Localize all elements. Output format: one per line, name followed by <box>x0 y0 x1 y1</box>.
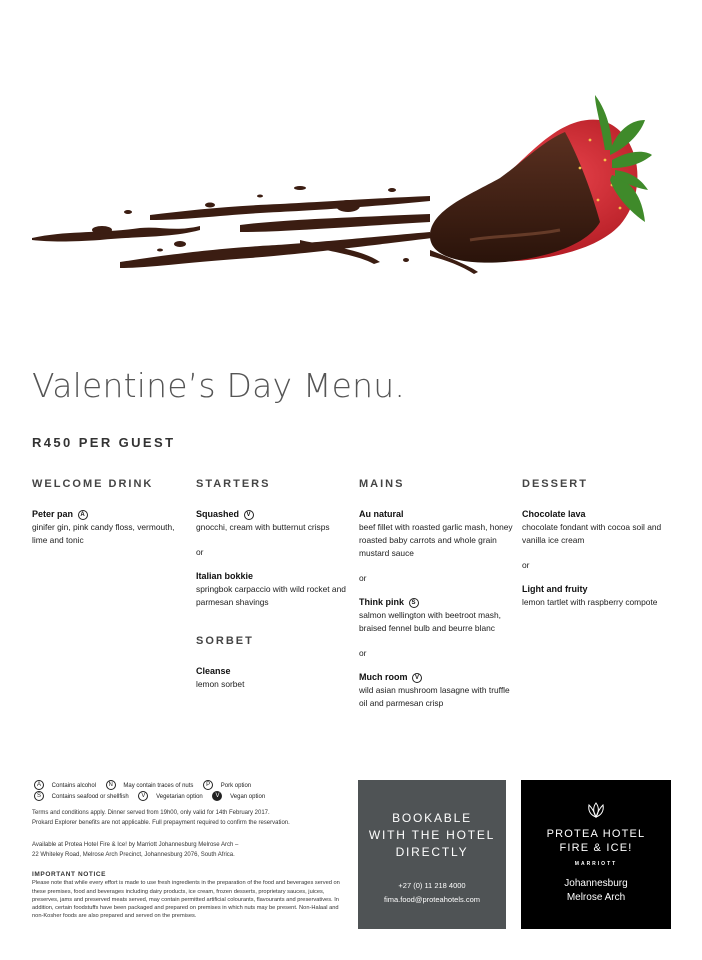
alcohol-icon: A <box>34 780 44 790</box>
dessert-heading: DESSERT <box>522 478 588 490</box>
marriott-label: MARRIOTT <box>574 861 618 867</box>
vegetarian-icon: V <box>412 673 422 683</box>
notice-body: Please note that while every effort is made to use fresh ingredients in the preparation of the food and beverages served on these premises, food and beverages including dairy products, ice cream, frozen desserts, proprietary sauces, juices, preserves, jams and preserved meats served, may contain permitted artificial colourants, flavourants and preservatives. In addition, certain foodstuffs have been packaged and prepared on premises in which nuts may be present. Non-Halaal and non-Kosher foods are also prepared and served on the premises. <box>32 880 340 920</box>
terms-conditions <box>32 808 342 828</box>
menu-title: Valentine’s Day Menu. <box>32 366 406 405</box>
vegetarian-icon: V <box>138 791 148 801</box>
mains-column <box>359 478 514 710</box>
main-1-desc: beef fillet with roasted garlic mash, honey roasted baby carrots and whole grain mustard sauce <box>359 522 513 558</box>
dietary-legend <box>32 780 342 802</box>
availability-line-1: Available at Protea Hotel Fire & Ice! by Marriott Johannesburg Melrose Arch – <box>32 842 239 848</box>
protea-logo-icon <box>521 802 671 823</box>
sorbet-item-name: Cleanse <box>196 666 231 676</box>
main-2-name-text: Think pink <box>359 597 404 607</box>
notice-heading: IMPORTANT NOTICE <box>32 871 107 878</box>
legend-row <box>32 791 342 802</box>
brand-city: Johannesburg <box>564 878 628 889</box>
or-separator: or <box>196 547 204 557</box>
availability <box>32 840 342 860</box>
brand-area: Melrose Arch <box>566 892 626 903</box>
dessert-column <box>522 478 677 609</box>
brand-line-2: FIRE & ICE! <box>559 842 633 854</box>
booking-box <box>358 780 506 929</box>
booking-line-1: BOOKABLE <box>392 811 472 825</box>
welcome-item-desc: ginifer gin, pink candy floss, vermouth, lime and tonic <box>32 522 175 545</box>
pork-icon: P <box>203 780 213 790</box>
starters-heading: STARTERS <box>196 478 271 490</box>
important-notice <box>32 871 342 921</box>
welcome-item-name <box>32 508 187 521</box>
mains-heading: MAINS <box>359 478 405 490</box>
booking-email[interactable]: fima.food@proteahotels.com <box>384 895 480 904</box>
booking-phone[interactable]: +27 (0) 11 218 4000 <box>398 881 466 890</box>
starter-2-desc: springbok carpaccio with wild rocket and parmesan shavings <box>196 584 346 607</box>
or-separator: or <box>359 573 367 583</box>
booking-contact <box>358 879 506 907</box>
seafood-icon: S <box>409 598 419 608</box>
availability-line-2: 22 Whiteley Road, Melrose Arch Precinct, Johannesburg 2076, South Africa. <box>32 852 235 858</box>
legend-pork: Pork option <box>220 783 252 789</box>
booking-line-3: DIRECTLY <box>395 845 469 859</box>
dessert-2-name: Light and fruity <box>522 584 588 594</box>
dessert-2-desc: lemon tartlet with raspberry compote <box>522 597 658 607</box>
booking-title <box>358 810 506 861</box>
starter-1-name-text: Squashed <box>196 509 240 519</box>
legend-vegan: Vegan option <box>230 794 266 800</box>
hotel-brand-box <box>521 780 671 929</box>
nuts-icon: N <box>106 780 116 790</box>
starter-1-desc: gnocchi, cream with butternut crisps <box>196 522 330 532</box>
legend-vegetarian: Vegetarian option <box>156 794 203 800</box>
main-3-desc: wild asian mushroom lasagne with truffle oil and parmesan crisp <box>359 685 510 708</box>
legend-alcohol: Contains alcohol <box>51 783 97 789</box>
booking-line-2: WITH THE HOTEL <box>368 828 496 842</box>
sorbet-heading: SORBET <box>196 635 254 647</box>
brand-location <box>521 877 671 905</box>
starter-1-name <box>196 508 351 521</box>
dessert-1-name: Chocolate lava <box>522 509 586 519</box>
starters-column <box>196 478 351 691</box>
main-3-name <box>359 671 514 684</box>
main-2-name <box>359 596 514 609</box>
terms-line-2: Prokard Explorer benefits are not applicable. Full prepayment required to confirm the reservation. <box>32 820 290 826</box>
brand-name <box>521 827 671 855</box>
seafood-icon: S <box>34 791 44 801</box>
welcome-drink-heading: WELCOME DRINK <box>32 478 154 490</box>
starter-2-name: Italian bokkie <box>196 571 254 581</box>
main-2-desc: salmon wellington with beetroot mash, braised fennel bulb and beurre blanc <box>359 610 501 633</box>
chocolate-strawberry-image <box>0 0 702 300</box>
main-3-name-text: Much room <box>359 672 408 682</box>
vegetarian-icon: V <box>244 510 254 520</box>
vegan-icon: V <box>212 791 222 801</box>
welcome-drink-column <box>32 478 187 547</box>
main-1-name: Au natural <box>359 509 404 519</box>
dessert-1-desc: chocolate fondant with cocoa soil and vanilla ice cream <box>522 522 662 545</box>
or-separator: or <box>359 648 367 658</box>
legend-nuts: May contain traces of nuts <box>123 783 194 789</box>
brand-line-1: PROTEA HOTEL <box>546 828 646 840</box>
welcome-item-name-text: Peter pan <box>32 509 74 519</box>
menu-price: R450 PER GUEST <box>32 435 176 450</box>
alcohol-icon: A <box>78 510 88 520</box>
legend-seafood: Contains seafood or shellfish <box>51 794 129 800</box>
or-separator: or <box>522 560 530 570</box>
legend-row <box>32 780 342 791</box>
terms-line-1: Terms and conditions apply. Dinner served from 19h00, only valid for 14th February 2017. <box>32 810 270 816</box>
sorbet-item-desc: lemon sorbet <box>196 679 245 689</box>
